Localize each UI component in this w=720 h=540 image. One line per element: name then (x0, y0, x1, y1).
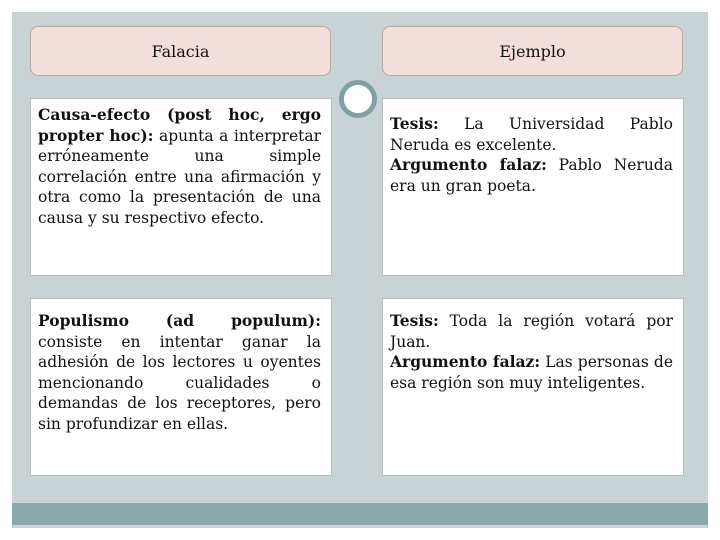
example-cell-1 (382, 98, 684, 276)
thesis-label-1: Tesis: (390, 114, 439, 133)
thesis-text-2: Toda la región votará por Juan. (390, 312, 673, 351)
header-ejemplo-label: Ejemplo (499, 41, 566, 61)
argument-text-2: Las personas de esa región son muy inteligentes. (390, 353, 673, 392)
fallacy-cell-2 (30, 298, 332, 476)
example-cell-2 (382, 298, 684, 476)
header-falacia (30, 26, 331, 76)
fallacy-desc-2: consiste en intentar ganar la adhesión de los lectores u oyentes mencionando cualidades o demandas de los receptores, pero sin profundizar en ellas. (38, 332, 321, 433)
fallacy-name-2: Populismo (ad populum): (38, 311, 321, 330)
footer-bar (12, 503, 708, 525)
decorative-ring-inner (344, 85, 372, 113)
fallacy-desc-1: apunta a interpretar erróneamente una simple correlación entre una afirmación y otra como la presentación de una causa y su respectivo efecto. (38, 126, 321, 227)
fallacy-name-1: Causa-efecto (post hoc, ergo propter hoc): (38, 105, 321, 145)
fallacy-cell-1 (30, 98, 332, 276)
thesis-text-1: La Universidad Pablo Neruda es excelente. (390, 115, 673, 154)
argument-label-1: Argumento falaz: (390, 155, 547, 174)
header-ejemplo (382, 26, 683, 76)
thesis-label-2: Tesis: (390, 311, 439, 330)
header-falacia-label: Falacia (151, 41, 210, 61)
argument-label-2: Argumento falaz: (390, 352, 541, 371)
argument-text-1: Pablo Neruda era un gran poeta. (390, 156, 673, 195)
